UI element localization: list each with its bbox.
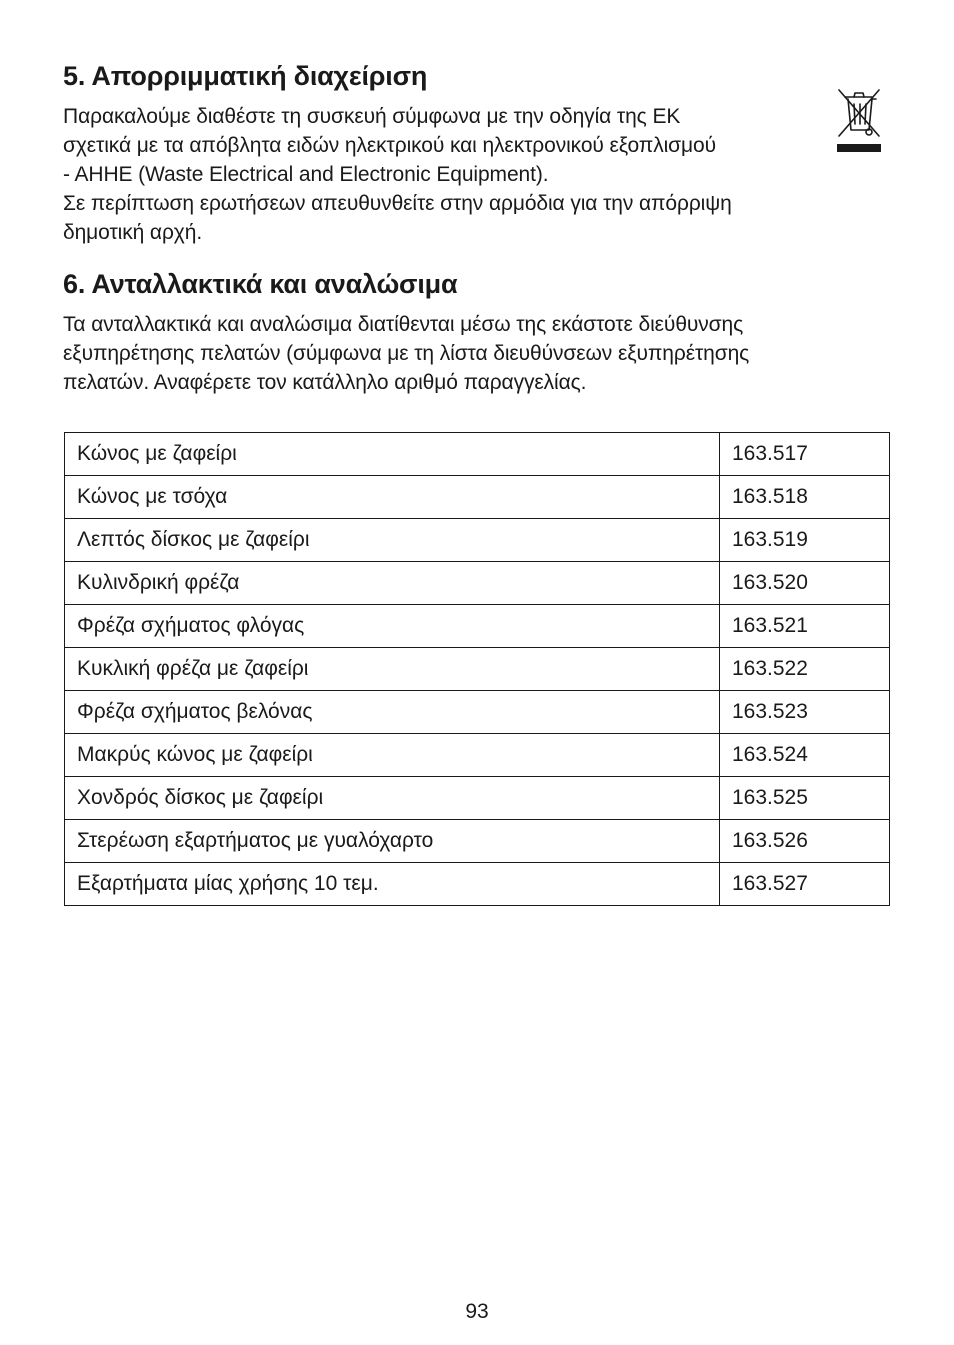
part-name-cell: Κυκλική φρέζα με ζαφείρι: [65, 648, 720, 691]
section-5-paragraph: [63, 102, 823, 247]
table-row: [65, 863, 890, 906]
section-6-heading: 6. Ανταλλακτικά και αναλώσιμα: [63, 269, 458, 299]
table-row: [65, 476, 890, 519]
section-5-line: - AHHE (Waste Electrical and Electronic Equipment).: [63, 163, 549, 186]
table-row: [65, 777, 890, 820]
part-name-cell: Κώνος με ζαφείρι: [65, 433, 720, 476]
section-5-heading: 5. Απορριμματική διαχείριση: [63, 61, 428, 91]
part-code-cell: 163.520: [720, 562, 890, 605]
table-row: [65, 562, 890, 605]
part-name-cell: Λεπτός δίσκος με ζαφείρι: [65, 519, 720, 562]
section-6-line: Τα ανταλλακτικά και αναλώσιμα διατίθενται μέσω της εκάστοτε διεύθυνσης: [63, 313, 744, 336]
section-6-paragraph: [63, 310, 863, 397]
section-5-line: δημοτική αρχή.: [63, 221, 203, 244]
part-code-cell: 163.527: [720, 863, 890, 906]
table-row: [65, 519, 890, 562]
page-number: 93: [465, 1300, 489, 1323]
section-6-line: εξυπηρέτησης πελατών (σύμφωνα με τη λίστα διευθύνσεων εξυπηρέτησης: [63, 342, 750, 365]
table-row: [65, 648, 890, 691]
part-name-cell: Χονδρός δίσκος με ζαφείρι: [65, 777, 720, 820]
table-row: [65, 433, 890, 476]
section-6-line: πελατών. Αναφέρετε τον κατάλληλο αριθμό παραγγελίας.: [63, 371, 587, 394]
part-name-cell: Φρέζα σχήματος βελόνας: [65, 691, 720, 734]
part-code-cell: 163.522: [720, 648, 890, 691]
part-name-cell: Μακρύς κώνος με ζαφείρι: [65, 734, 720, 777]
part-name-cell: Στερέωση εξαρτήματος με γυαλόχαρτο: [65, 820, 720, 863]
part-code-cell: 163.518: [720, 476, 890, 519]
table-row: [65, 605, 890, 648]
table-row: [65, 820, 890, 863]
parts-table: [64, 432, 890, 906]
part-name-cell: Κυλινδρική φρέζα: [65, 562, 720, 605]
part-code-cell: 163.526: [720, 820, 890, 863]
part-name-cell: Κώνος με τσόχα: [65, 476, 720, 519]
part-name-cell: Φρέζα σχήματος φλόγας: [65, 605, 720, 648]
part-code-cell: 163.523: [720, 691, 890, 734]
table-row: [65, 691, 890, 734]
table-row: [65, 734, 890, 777]
section-5-line: σχετικά με τα απόβλητα ειδών ηλεκτρικού και ηλεκτρονικού εξοπλισμού: [63, 134, 716, 157]
part-code-cell: 163.517: [720, 433, 890, 476]
part-code-cell: 163.519: [720, 519, 890, 562]
part-code-cell: 163.525: [720, 777, 890, 820]
section-5-line: Παρακαλούμε διαθέστε τη συσκευή σύμφωνα με την οδηγία της ΕΚ: [63, 105, 681, 128]
part-code-cell: 163.524: [720, 734, 890, 777]
section-5-line: Σε περίπτωση ερωτήσεων απευθυνθείτε στην αρμόδια για την απόρριψη: [63, 192, 732, 215]
crossed-out-wheelie-bin-icon: [836, 86, 882, 154]
part-name-cell: Εξαρτήματα μίας χρήσης 10 τεμ.: [65, 863, 720, 906]
part-code-cell: 163.521: [720, 605, 890, 648]
